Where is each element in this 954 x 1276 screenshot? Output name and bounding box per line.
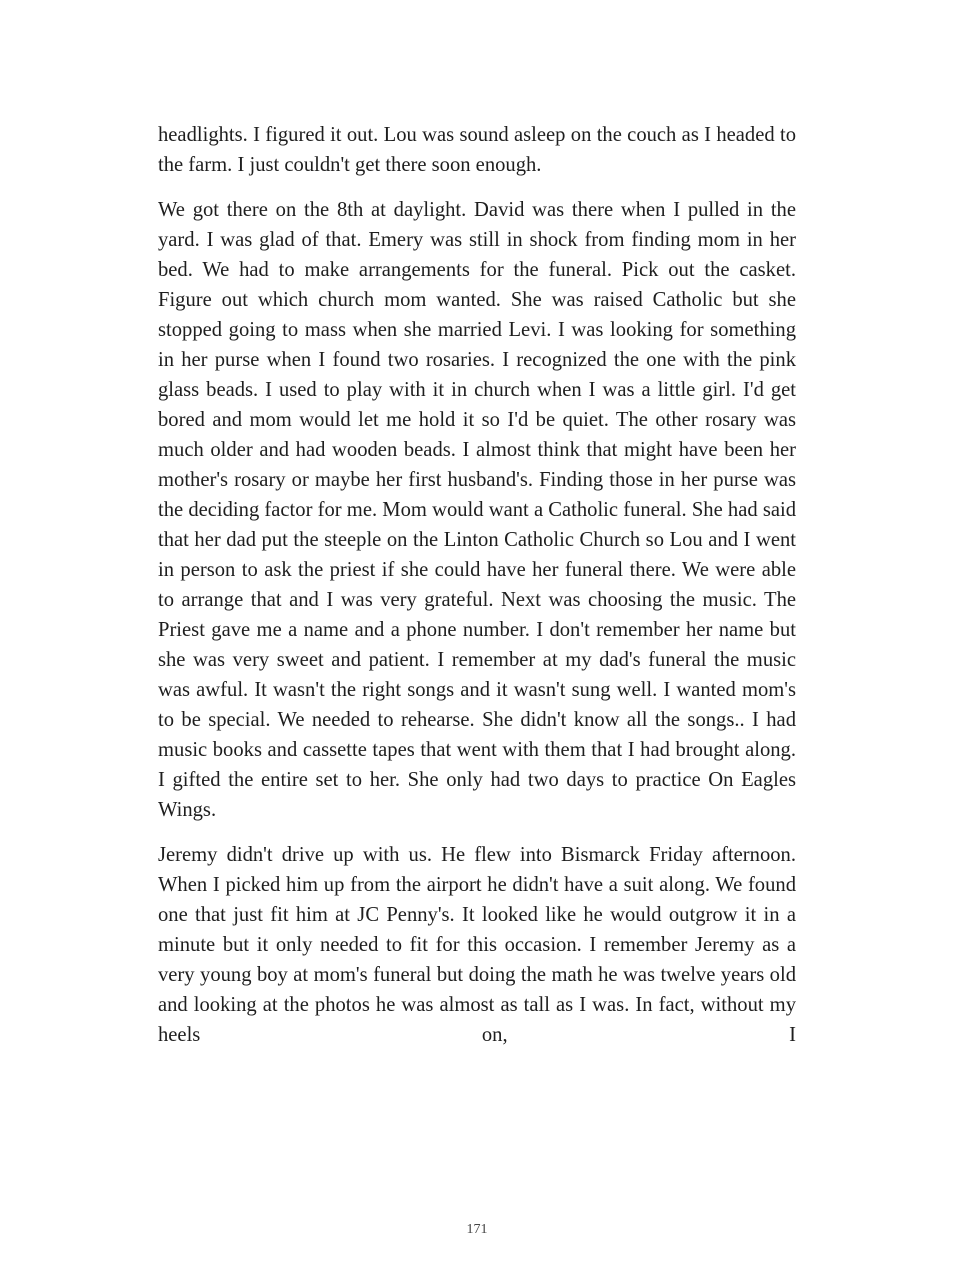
page-number: 171 — [466, 1222, 488, 1237]
paragraph-3: Jeremy didn't drive up with us. He flew into Bismarck Friday afternoon. When I picked him up from the airport he didn't have a suit along. We found one that just fit him at JC Penny's. It looked like he would outgrow it in a minute but it only needed to fit for this occasion. I remember Jeremy as a very young boy at mom's funeral but doing the math he was twelve years old and looking at the photos he was almost as tall as I was. In fact, without my heels on, I — [158, 844, 796, 1046]
paragraph-1: headlights. I figured it out. Lou was sound asleep on the couch as I headed to the farm. I just couldn't get there soon enough. — [158, 124, 796, 176]
body-text — [158, 120, 796, 1065]
paragraph-2: We got there on the 8th at daylight. David was there when I pulled in the yard. I was glad of that. Emery was still in shock from finding mom in her bed. We had to make arrangements for the funeral. Pick out the casket. Figure out which church mom wanted. She was raised Catholic but she stopped going to mass when she married Levi. I was looking for something in her purse when I found two rosaries. I recognized the one with the pink glass beads. I used to play with it in church when I was a little girl. I'd get bored and mom would let me hold it so I'd be quiet. The other rosary was much older and had wooden beads. I almost think that might have been her mother's rosary or maybe her first husband's. Finding those in her purse was the deciding factor for me. Mom would want a Catholic funeral. She had said that her dad put the steeple on the Linton Catholic Church so Lou and I went in person to ask the priest if she could have her funeral there. We were able to arrange that and I was very grateful. Next was choosing the music. The Priest gave me a name and a phone number. I don't remember her name but she was very sweet and patient. I remember at my dad's funeral the music was awful. It wasn't the right songs and it wasn't sung well. I wanted mom's to be special. We needed to rehearse. She didn't know all the songs.. I had music books and cassette tapes that went with them that I had brought along. I gifted the entire set to her. She only had two days to practice On Eagles Wings. — [158, 199, 796, 821]
